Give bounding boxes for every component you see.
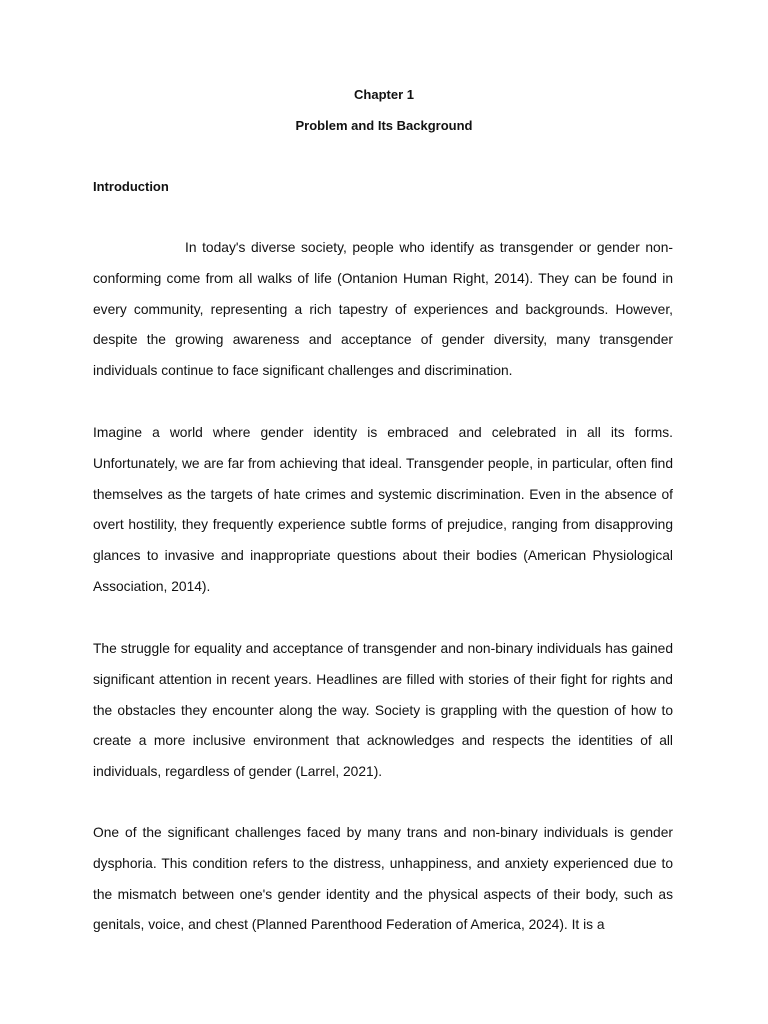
section-heading-introduction: Introduction <box>93 179 169 194</box>
paragraph: One of the significant challenges faced by many trans and non-binary individuals is gender dysphoria. This condition refers to the distress, unhappiness, and anxiety experienced due to the mismatch between one's gender identity and the physical aspects of their body, such as genitals, voice, and chest (Planned Parenthood Federation of America, 2024). It is a <box>93 825 673 933</box>
chapter-title: Problem and Its Background <box>295 118 473 133</box>
paragraph: In today's diverse society, people who identify as transgender or gender non-conforming come from all walks of life (Ontanion Human Right, 2014). They can be found in every community, representing a rich tapestry of experiences and backgrounds. However, despite the growing awareness and acceptance of gender diversity, many transgender individuals continue to face significant challenges and discrimination. <box>93 240 673 379</box>
paragraph: Imagine a world where gender identity is embraced and celebrated in all its forms. Unfortunately, we are far from achieving that ideal. Transgender people, in particular, often find themselves as the targets of hate crimes and systemic discrimination. Even in the absence of overt hostility, they frequently experience subtle forms of prejudice, ranging from disapproving glances to invasive and inappropriate questions about their bodies (American Physiological Association, 2014). <box>93 425 673 594</box>
chapter-heading: Chapter 1 <box>354 87 414 102</box>
paragraph: The struggle for equality and acceptance of transgender and non-binary individuals has gained significant attention in recent years. Headlines are filled with stories of their fight for rights and the obstacles they encounter along the way. Society is grappling with the question of how to create a more inclusive environment that acknowledges and respects the identities of all individuals, regardless of gender (Larrel, 2021). <box>93 641 673 780</box>
